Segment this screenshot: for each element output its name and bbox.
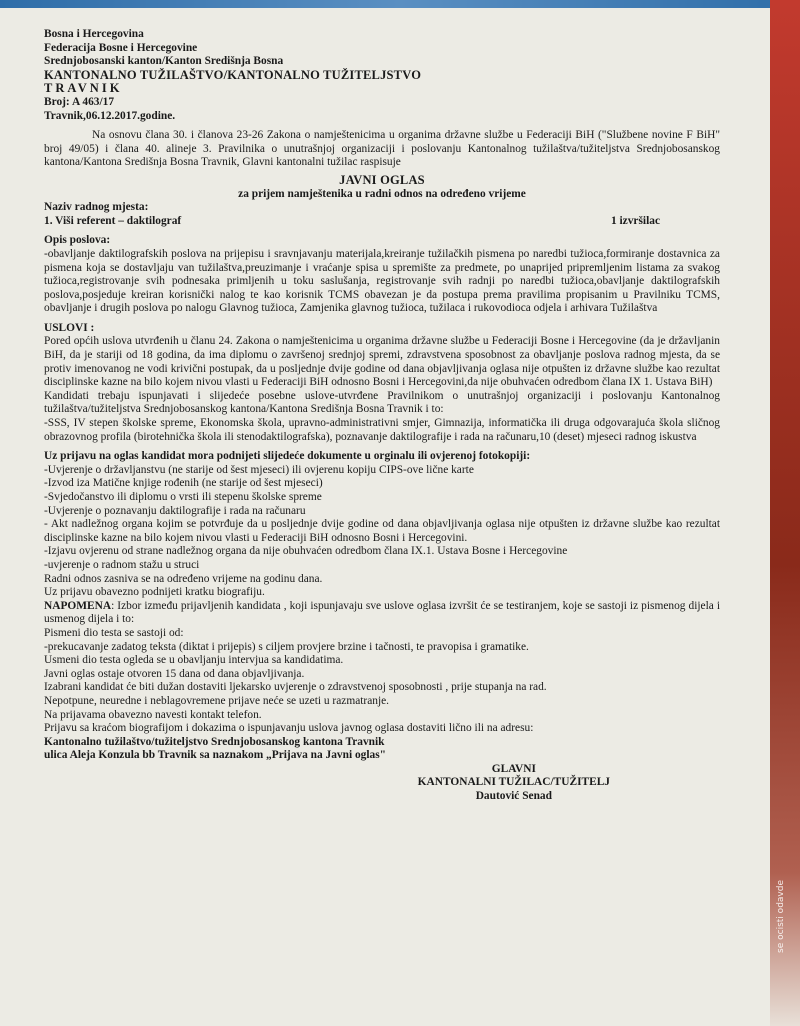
medical-note: Izabrani kandidat će biti dužan dostaviti ljekarsko uvjerenje o zdravstvenoj sposobnosti , prije stupanja na rad. bbox=[44, 681, 547, 694]
adjacent-page-edge bbox=[770, 0, 800, 1026]
list-item: -Svjedočanstvo ili diplomu o vrsti ili stepenu školske spreme bbox=[44, 491, 322, 503]
edge-vertical-text: se ocisti odavde bbox=[776, 880, 786, 953]
job-announcement-document bbox=[44, 28, 720, 804]
document-date: Travnik,06.12.2017.godine. bbox=[44, 109, 176, 122]
documents-heading: Uz prijavu na oglas kandidat mora podnijeti slijedeće dokumente u orginalu ili ovjerenoj fotokopiji: bbox=[44, 450, 531, 463]
list-item: -uvjerenje o radnom stažu u struci bbox=[44, 558, 200, 571]
biography-note: Uz prijavu obavezno podnijeti kratku biografiju. bbox=[44, 586, 265, 599]
submission-instructions: Prijavu sa kraćom biografijom i dokazima o ispunjavanju uslova javnog oglasa dostaviti lično ili na adresu: bbox=[44, 722, 534, 735]
conditions-heading: USLOVI : bbox=[44, 321, 95, 334]
written-test-heading: Pismeni dio testa se sastoji od: bbox=[44, 626, 184, 639]
office-name: KANTONALNO TUŽILAŠTVO/KANTONALNO TUŽITELJSTVO bbox=[44, 67, 422, 82]
announcement-subtitle: za prijem namještenika u radni odnos na određeno vrijeme bbox=[238, 187, 526, 200]
note-text: : Izbor između prijavljenih kandidata , koji ispunjavaju sve uslove oglasa izvršit će se testiranjem, koje se sastoji iz pismenog dijela i usmenog dijela i to: bbox=[44, 599, 720, 626]
list-item: - Akt nadležnog organa kojim se potvrđuje da u posljednje dvije godine od dana objavljivanja oglasa nije otpušten iz državne službe kao rezultat disciplinske kazne na bilo kojem nivou vlasti u Federaciji BiH odnosno Bosni i Hercegovini. bbox=[44, 518, 720, 544]
entity-line: Federacija Bosne i Hercegovine bbox=[44, 41, 198, 54]
list-item: -Izvod iza Matične knjige rođenih (ne starije od šest mjeseci) bbox=[44, 477, 323, 490]
special-conditions: Kandidati trebaju ispunjavati i slijedeće posebne uslove-utvrđene Pravilnikom o unutrašnjoj organizaciji i poslovanju Kantonalnog tužilaštva/tužiteljstva Srednjobosanskog kantona/Kantona Središnja Bosna Travnik i to: bbox=[44, 389, 720, 416]
position-heading: Naziv radnog mjesta: bbox=[44, 201, 149, 214]
position-count: 1 izvršilac bbox=[610, 214, 660, 227]
incomplete-note: Nepotpune, neuredne i neblagovremene prijave neće se uzeti u razmatranje. bbox=[44, 694, 390, 707]
address-line-2: ulica Aleja Konzula bb Travnik sa naznakom „Prijava na Javni oglas" bbox=[44, 749, 386, 762]
legal-basis-paragraph: Na osnovu člana 30. i članova 23-26 Zakona o namještenicima u organima državne službe u Federaciji BiH ("Službene novine F BiH" broj 49/05) i člana 40. alineje 3. Pravilnika o unutrašnjoj organizaciji i poslovanju Kantonalnog tužilaštva/tužiteljstva Srednjobosanskog kantona/Kantona Središnja Bosna Travnik, Glavni kantonalni tužilac raspisuje bbox=[44, 129, 720, 169]
duties-heading: Opis poslova: bbox=[44, 234, 111, 247]
open-period-note: Javni oglas ostaje otvoren 15 dana od dana objavljivanja. bbox=[44, 667, 305, 680]
position-name: 1. Viši referent – daktilograf bbox=[44, 214, 182, 227]
office-city: TRAVNIK bbox=[44, 81, 123, 96]
employment-duration: Radni odnos zasniva se na određeno vrijeme na godinu dana. bbox=[44, 572, 323, 585]
position-row bbox=[44, 215, 720, 229]
education-requirements: -SSS, IV stepen školske spreme, Ekonomska škola, upravno-administrativni smjer, Gimnazija, informatička ili druga odgovarajuća škola sličnog obrazovnog profila (birotehnička škola ili stenodaktilografska), poznavanje daktilografije i rada na računaru,10 (deset) mjeseci radnog iskustva bbox=[44, 417, 720, 443]
list-item: -Uvjerenje o poznavanju daktilografije i rada na računaru bbox=[44, 504, 306, 517]
documents-list bbox=[44, 464, 720, 573]
letterhead bbox=[44, 28, 720, 123]
signature-title: GLAVNI bbox=[491, 762, 536, 775]
signature-role: KANTONALNI TUŽILAC/TUŽITELJ bbox=[417, 776, 610, 789]
signature-name: Dautović Senad bbox=[475, 790, 552, 803]
address-line-1: Kantonalno tužilaštvo/tužiteljstvo Srednjobosanskog kantona Travnik bbox=[44, 735, 385, 748]
country-line: Bosna i Hercegovina bbox=[44, 28, 144, 40]
written-test-detail: -prekucavanje zadatog teksta (diktat i prijepis) s ciljem provjere brzine i tačnosti, te pravopisa i gramatike. bbox=[44, 640, 529, 653]
list-item: -Izjavu ovjerenu od strane nadležnog organa da nije obuhvaćen odredbom člana IX.1. Ustava Bosne i Hercegovine bbox=[44, 545, 568, 558]
list-item: -Uvjerenje o državljanstvu (ne starije od šest mjeseci) ili ovjerenu kopiju CIPS-ove lične karte bbox=[44, 463, 474, 476]
selection-note bbox=[44, 600, 720, 627]
phone-note: Na prijavama obavezno navesti kontakt telefon. bbox=[44, 708, 262, 721]
note-label: NAPOMENA bbox=[44, 599, 112, 612]
oral-test-note: Usmeni dio testa ogleda se u obavljanju intervjua sa kandidatima. bbox=[44, 654, 344, 667]
canton-line: Srednjobosanski kanton/Kanton Središnja Bosna bbox=[44, 55, 284, 68]
duties-text: -obavljanje daktilografskih poslova na prijepisu i sravnjavanju materijala,kreiranje tužilačkih pismena po naredbi tužioca,formiranje dostavnica za pismena koja se dostavljaju van tužilaštva,preuzimanje i vraćanje spisa u spremište za predmete, po unaprijed pripremljenim listama za svakog tužioca,registrovanje svih podnesaka primljenih u toku saslušanja, registrovanje svih radnji po naredbi tužioca,obavljanje daktilografskih poslova,posjeduje kreiran korisnički nalog te kao korisnik TCMS obavezan je da postupa prema pravilima propisanim u Pravilniku TCMS, obavljanje i drugih poslova po nalogu Glavnog tužioca, Zamjenika glavnog tužioca, tužilaca i rukovodioca odjela i arhivara Tužilaštva bbox=[44, 247, 720, 315]
reference-number: Broj: A 463/17 bbox=[44, 95, 115, 108]
top-color-strip bbox=[0, 0, 800, 8]
announcement-title: JAVNI OGLAS bbox=[339, 172, 425, 187]
signature-block bbox=[44, 763, 720, 804]
general-conditions: Pored općih uslova utvrđenih u članu 24. Zakona o namještenicima u organima državne službe u Federaciji Bosne i Hercegovine (da je državljanin BiH, da je stariji od 18 godina, da ima diplomu o završenoj srednjoj spremi, zdravstvena sposobnost za obavljanje poslova radnog mjesta, da se protiv imenovanog ne vodi krivični postupak, da u posljednje dvije godine od dana objavljivanja oglasa nije otpušten iz državne službe kao rezultat disciplinske kazne na bilo kojem nivou vlasti u Federaciji BiH odnosno Bosni i Hercegovini,da nije obuhvaćen odredbom člana IX 1. Ustava BiH) bbox=[44, 335, 720, 389]
